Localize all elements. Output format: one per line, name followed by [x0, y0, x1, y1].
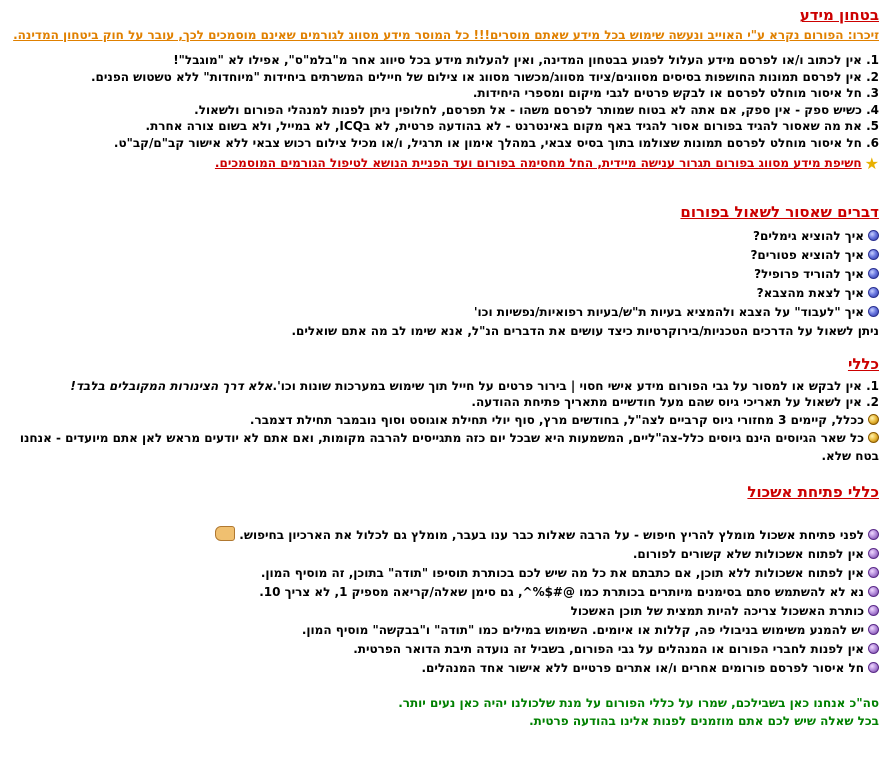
security-warning: זיכרו: הפורום נקרא ע"י האוייב ונעשה שימוש בכל מידע שאתם מוסרים!!! כל המוסר מידע מסווג לגורמים שאינם מוסמכים לכך, עובר על חוק ביטחון המדינה.	[13, 28, 879, 42]
security-rule-4: 4. כשיש ספק - אין ספק, אם אתה לא בטוח שמותר לפרסם משהו - אל תפרסם, לחלופין ניתן לפנות למנהלי הפורום ולשאול.	[194, 102, 879, 117]
star-icon: ★	[864, 154, 879, 173]
security-rule-3: 3. חל איסור מוחלט לפרסם או לבקש פרטים לגבי מיקום ומספרי היחידות.	[472, 86, 879, 100]
list-item: ככלל, קיימים 3 מחזורי גיוס קרביים לצה"ל, בחודשים מרץ, סוף יולי תחילת אוגוסט וסוף נובמבר תחילת דצמבר.	[10, 411, 879, 429]
footer-line-2: בכל שאלה שיש לכם אתם מוזמנים לפנות אלינו בהודעה פרטית.	[529, 713, 879, 728]
bullet-icon	[868, 306, 879, 317]
list-item: איך לצאת מהצבא?	[10, 284, 879, 303]
list-item: אין לפתוח אשכולות שלא קשורים לפורום.	[10, 545, 879, 564]
list-item: איך "לעבוד" על הצבא ולהמציא בעיות ת"ש/בעיות רפואיות/נפשיות וכו'	[10, 303, 879, 322]
list-item: נא לא להשתמש סתם בסימנים מיותרים בכותרת כמו @#$%^, גם סימן שאלה/קריאה מספיק 1, לא צריך 10.	[10, 583, 879, 602]
security-section-title: בטחון מידע	[799, 6, 879, 24]
security-rule-5: 5. את מה שאסור להגיד בפורום אסור להגיד באף מקום באינטרנט - לא בהודעה פרטית, לא בICQ, לא במייל, ולא בשום צורה אחרת.	[145, 119, 879, 133]
list-item: איך להוציא פטורים?	[10, 246, 879, 265]
pointing-hand-icon	[215, 526, 235, 541]
bullet-icon	[868, 605, 879, 616]
footer-line-1: סה"כ אנחנו כאן בשבילכם, שמרו על כללי הפורום על מנת שלכולנו יהיה כאן נעים יותר.	[398, 695, 879, 710]
security-star-note: חשיפת מידע מסווג בפורום תגרור ענישה מיידית, החל מחסימה בפורום ועד הפניית הנושא לטיפול הגורמים המוסמכים.	[214, 156, 862, 170]
list-item: חל איסור לפרסם פורומים אחרים ו/או אתרים פרטיים ללא אישור אחד המנהלים.	[10, 659, 879, 678]
bullet-icon	[868, 662, 879, 673]
bullet-icon	[868, 230, 879, 241]
list-item: איך להוריד פרופיל?	[10, 265, 879, 284]
general-rule-2: 2. אין לשאול על תאריכי גיוס שהם מעל חודשיים מתאריך פתיחת ההודעה.	[471, 395, 879, 409]
list-item: אין לפנות לחברי הפורום או המנהלים על גבי הפורום, בשביל זה נועדה תיבת הדואר הפרטית.	[10, 640, 879, 659]
bullet-icon	[868, 586, 879, 597]
bullet-icon	[868, 432, 879, 443]
general-section-title: כללי	[847, 354, 879, 373]
list-item: איך להוציא גימלים?	[10, 227, 879, 246]
bullet-icon	[868, 548, 879, 559]
bullet-icon	[868, 529, 879, 540]
bullet-icon	[868, 567, 879, 578]
list-item: כותרת האשכול צריכה להיות תמצית של תוכן האשכול	[10, 602, 879, 621]
forbidden-section-title: דברים שאסור לשאול בפורום	[680, 202, 879, 221]
bullet-icon	[868, 624, 879, 635]
list-item: כל שאר הגיוסים הינם גיוסים כלל-צה"ליים, המשמעות היא שבכל יום כזה מתגייסים להרבה מקומות, ואם אתם לא יודעים מראש לאן אתם מיועדים - אנחנו בטח שלא.	[19, 430, 879, 463]
general-rule-1: 1. אין לבקש או למסור על גבי הפורום מידע אישי חסוי | בירור פרטים על חייל תוך שימוש במערכות שונות וכו'.אלא דרך הצינורות המקובלים בלבד!	[70, 378, 879, 393]
threads-section-title: כללי פתיחת אשכול	[747, 482, 879, 501]
bullet-icon	[868, 268, 879, 279]
threads-list	[10, 526, 879, 678]
bullet-icon	[868, 643, 879, 654]
forbidden-list	[10, 227, 879, 322]
security-rule-6: 6. חל איסור מוחלט לפרסם תמונות שצולמו בתוך בסיס צבאי, במהלך אימון או תרגיל, ו/או מכיל צילום רכוש צבאי ללא אישור קב"ם/קב"ט.	[113, 135, 879, 150]
forbidden-note: ניתן לשאול על הדרכים הטכניות/בירוקרטיות כיצד עושים את הדברים הנ"ל, אנא שימו לב מה אתם שואלים.	[291, 323, 879, 338]
security-rule-1: 1. אין לכתוב ו/או לפרסם מידע העלול לפגוע בבטחון המדינה, ואין להעלות מידע בכל סיווג אחר מ"בלמ"ס", אפילו לא "מוגבל"!	[173, 53, 879, 67]
bullet-icon	[868, 249, 879, 260]
list-item: אין לפתוח אשכולות ללא תוכן, אם כתבתם את כל מה שיש לכם בכותרת תוסיפו "תודה" בתוכן, זה מוסיף המון.	[10, 564, 879, 583]
list-item: לפני פתיחת אשכול מומלץ להריץ חיפוש - על הרבה שאלות כבר ענו בעבר, מומלץ גם לכלול את הארכיון בחיפוש.	[10, 526, 879, 545]
footer	[10, 694, 879, 730]
security-rule-2: 2. אין לפרסם תמונות החושפות בסיסים מסווגים/ציוד מסווג/מכשור מסווג או צילום של חיילים המשרתים ביחידות "מיוחדות" ללא טשטוש הפנים.	[90, 69, 879, 84]
list-item: יש להמנע משימוש בניבולי פה, קללות או איומים. השימוש במילים כמו "תודה" ו"בבקשה" מוסיף המון.	[10, 621, 879, 640]
bullet-icon	[868, 414, 879, 425]
security-star-note-row	[10, 155, 879, 173]
security-rules-list	[10, 52, 879, 151]
bullet-icon	[868, 287, 879, 298]
